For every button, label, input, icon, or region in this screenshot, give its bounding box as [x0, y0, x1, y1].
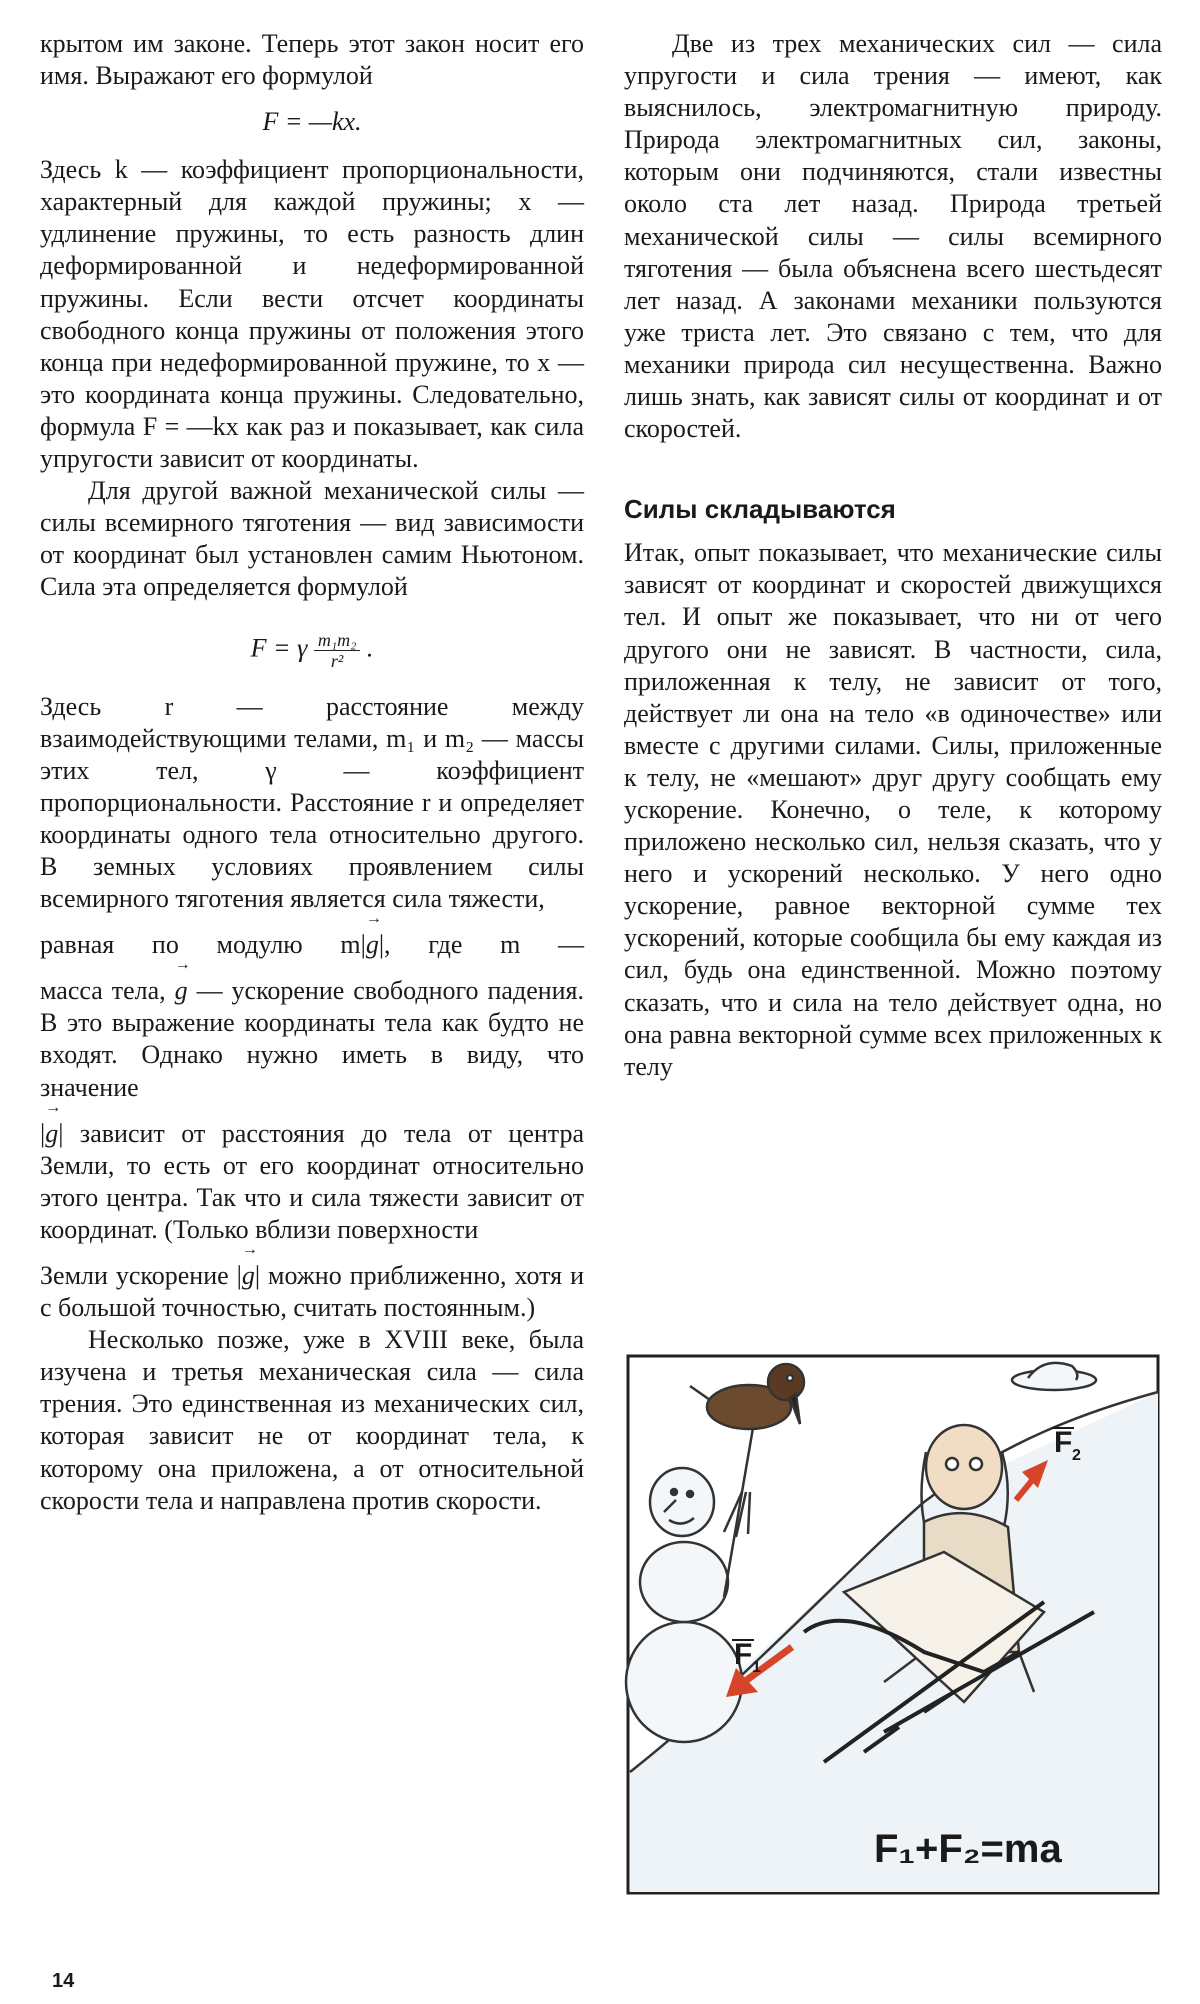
vector-g: → g	[45, 1118, 58, 1150]
paragraph	[40, 975, 584, 1103]
fraction-denominator: r²	[330, 650, 344, 671]
paragraph: Здесь r — расстояние между взаимодействующими телами, m₁ и m₂ — массы этих тел, γ — коэффициент пропорциональности. Расстояние r и определяет координаты одного тела относительно другого. В земных условиях проявлением силы всемирного тяготения является сила тяжести,	[40, 691, 584, 914]
formula-lhs: F = γ	[250, 632, 308, 662]
f2-letter: F	[1054, 1426, 1073, 1459]
vector-g: → g	[366, 929, 379, 961]
text-span: масса тела,	[40, 976, 166, 1006]
newton-equation: F₁+F₂=ma	[874, 1827, 1062, 1871]
sled-illustration	[624, 1352, 1162, 1897]
paragraph: Несколько позже, уже в XVIII веке, была изучена и третья механическая сила — сила трения. Это единственная из механических сил, которая зависит не от координат тела, к которому она приложена, а от относительной скорости тела и направлена против скорости.	[40, 1325, 584, 1515]
text-span: равная по модулю m|	[40, 930, 366, 960]
text-span: |, где m —	[378, 930, 584, 960]
left-column	[40, 28, 584, 1517]
vector-g: → g	[175, 975, 188, 1007]
formula-fraction	[314, 630, 361, 671]
right-column	[624, 28, 1162, 1083]
paragraph: крытом им законе. Теперь этот закон носит его имя. Выражают его формулой	[40, 29, 584, 91]
paragraph-line	[40, 929, 584, 961]
section-heading: Силы складываются	[624, 494, 896, 525]
paragraph	[40, 1260, 584, 1324]
fraction-numerator: m₁m₂	[314, 630, 361, 651]
paragraph: Здесь k — коэффициент пропорциональности, характерный для каждой пружины; x — удлинение пружины, то есть разность длин деформированной и недеформированной пружины. Если вести отсчет координаты свободного конца пружины от положения этого конца при недеформированной пружине, то x — это координата конца пружины. Следовательно, формула F = —kx как раз и показывает, как сила упругости зависит от координаты.	[40, 155, 584, 474]
text-span: Земли ускорение |	[40, 1261, 242, 1290]
hooke-formula: F = —kx.	[262, 107, 362, 137]
paragraph	[40, 1118, 584, 1246]
text-span: | можно приближенно, хотя и с большой точностью, считать постоянным.)	[40, 1261, 584, 1323]
f1-letter: F	[734, 1638, 753, 1671]
formula-end: .	[366, 632, 374, 662]
paragraph: Для другой важной механической силы — силы всемирного тяготения — вид зависимости от координат был установлен самим Ньютоном. Сила эта определяется формулой	[40, 476, 584, 602]
text-span: |	[40, 1118, 46, 1148]
vector-g: → g	[242, 1260, 255, 1292]
page-number: 14	[52, 1970, 75, 1992]
gravity-formula	[40, 630, 584, 671]
paragraph: Итак, опыт показывает, что механические силы зависят от координат и скоростей движущихся тел. И опыт же показывает, что ни от чего другого они не зависят. В частности, сила, приложенная к телу, не зависит от того, действует ли она на тело «в одиночестве» или вместе с другими силами. Силы, приложенные к телу, не «мешают» друг другу сообщать ему ускорение. Конечно, о теле, к которому приложено несколько сил, нельзя сказать, что у него и ускорений несколько. У него одно ускорение, равное векторной сумме тех ускорений, которые сообщила бы ему каждая из сил, будь она единственной. Можно поэтому сказать, что и сила на тело действует одна, но она равна векторной сумме всех приложенных к телу	[624, 538, 1162, 1081]
text-span: — ускорение свободного падения. В это выражение координаты тела как будто не входят. Однако нужно иметь в виду, что значение	[40, 976, 585, 1102]
paragraph: Две из трех механических сил — сила упругости и сила трения — имеют, как выяснилось, электромагнитную природу. Природа электромагнитных сил, законы, которым они подчиняются, стали известны около ста лет назад. Природа третьей механической силы — силы всемирного тяготения — была объяснена всего шестьдесят лет назад. А законами механики пользуются уже триста лет. Это связано с тем, что для механики природа сил несущественна. Важно лишь знать, как зависят силы от координат и от скоростей.	[624, 29, 1162, 444]
text-span: | зависит от расстояния до тела от центра Земли, то есть от его координат относительно этого центра. Так что и сила тяжести зависит от координат. (Только вблизи поверхности	[40, 1118, 584, 1244]
f1-subscript: 1	[752, 1659, 761, 1676]
f2-subscript: 2	[1072, 1447, 1081, 1464]
